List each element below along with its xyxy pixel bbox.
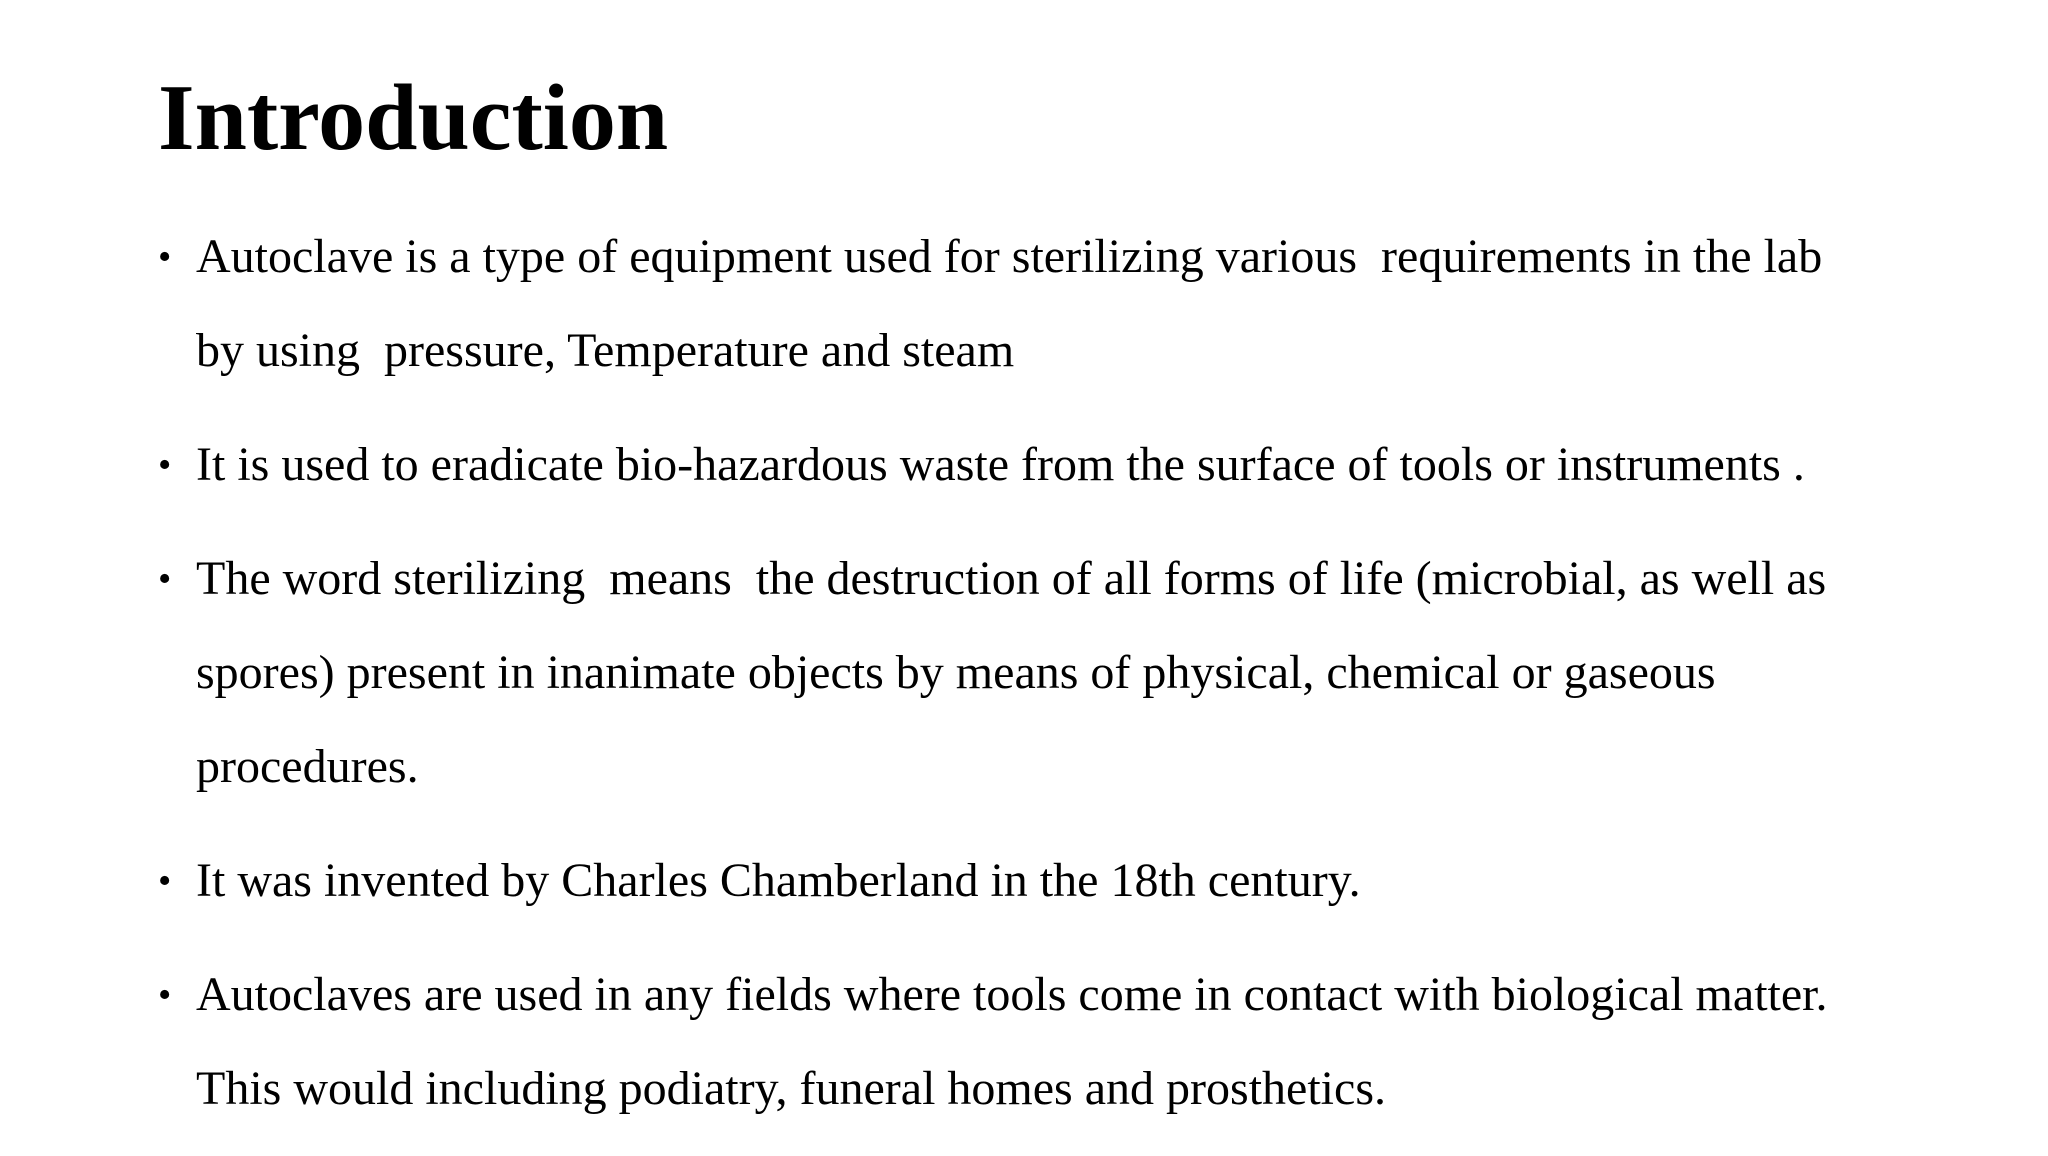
bullet-line: Autoclaves are used in any fields where tools come in contact with biological matter. (196, 968, 1828, 1021)
bullet-line: It is used to eradicate bio-hazardous waste from the surface of tools or instruments . (196, 438, 1805, 491)
bullet-item-1 (158, 210, 1958, 398)
bullet-line: by using pressure, Temperature and steam (196, 324, 1015, 377)
bullet-icon: • (158, 444, 172, 486)
bullet-item-3 (158, 532, 1958, 814)
bullet-item-2 (158, 418, 1958, 512)
slide-title: Introduction (158, 66, 669, 170)
bullet-text (196, 968, 1828, 1115)
bullet-line: The word sterilizing means the destruction of all forms of life (microbial, as well as (196, 552, 1827, 605)
bullet-line: spores) present in inanimate objects by means of physical, chemical or gaseous (196, 646, 1716, 699)
bullet-text (196, 552, 1826, 793)
bullet-item-5 (158, 948, 1958, 1136)
bullet-list (158, 210, 1958, 1156)
bullet-item-4 (158, 834, 1958, 928)
bullet-line: procedures. (196, 740, 419, 793)
bullet-icon: • (158, 860, 172, 902)
bullet-text (196, 854, 1361, 907)
bullet-line: Autoclave is a type of equipment used for sterilizing various requirements in the lab (196, 230, 1823, 283)
bullet-text (196, 230, 1822, 377)
bullet-text (196, 438, 1805, 491)
bullet-line: It was invented by Charles Chamberland in the 18th century. (196, 854, 1361, 907)
bullet-icon: • (158, 974, 172, 1016)
bullet-line: This would including podiatry, funeral homes and prosthetics. (196, 1062, 1386, 1115)
bullet-icon: • (158, 558, 172, 600)
bullet-icon: • (158, 236, 172, 278)
